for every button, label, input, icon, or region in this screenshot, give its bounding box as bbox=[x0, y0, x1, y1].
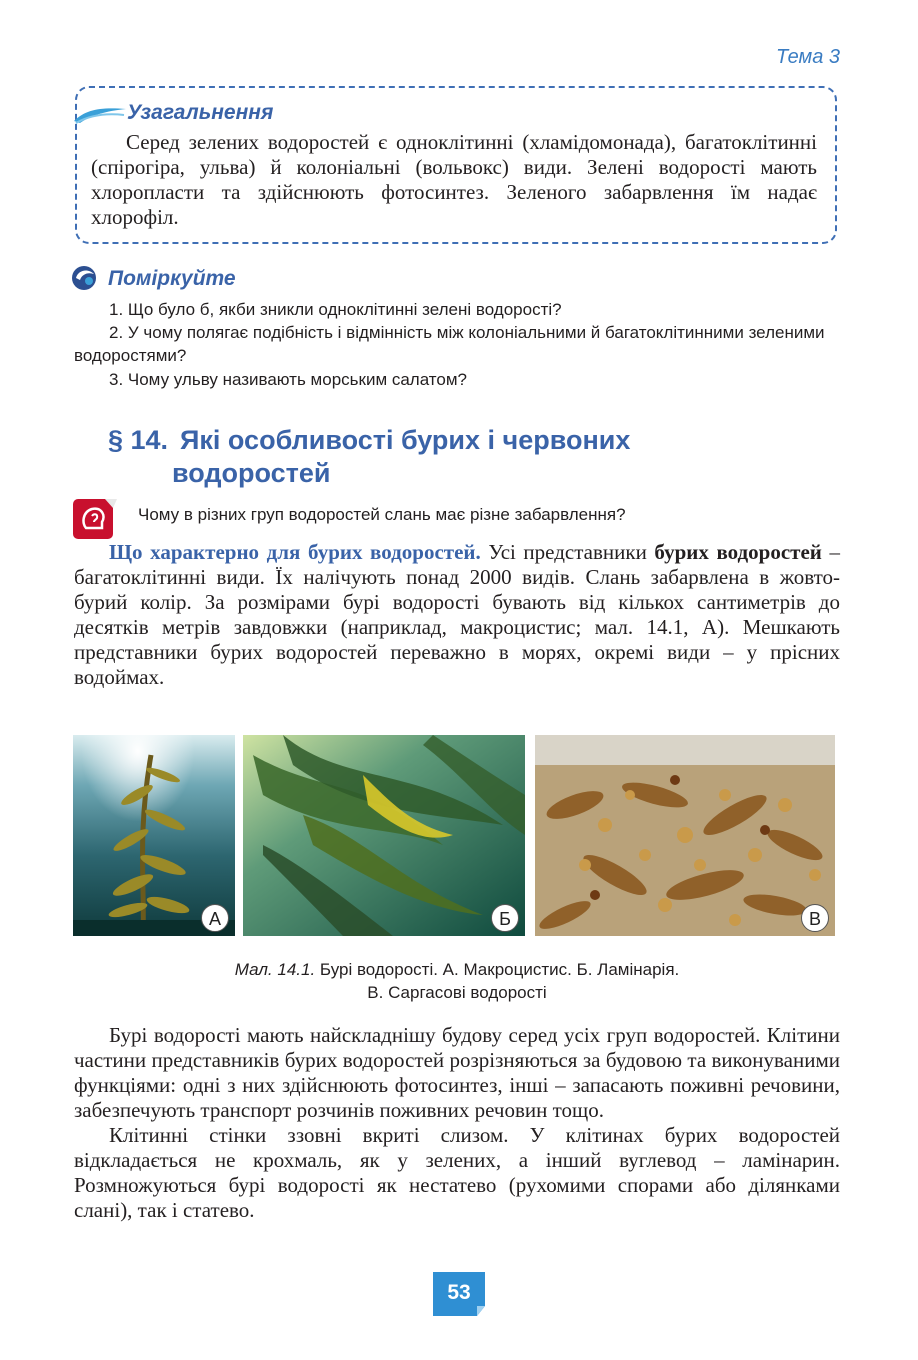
question-head-icon bbox=[72, 496, 118, 540]
photo-label-b: Б bbox=[491, 904, 519, 932]
summary-text bbox=[91, 130, 817, 230]
photo-macrocystis bbox=[73, 735, 235, 936]
paragraph-lead: Що характерно для бурих водоростей. bbox=[109, 540, 481, 564]
think-icon bbox=[70, 264, 100, 292]
photo-label-c: В bbox=[801, 904, 829, 932]
photo-label-a: А bbox=[201, 904, 229, 932]
paragraph-text: – багатоклітинні види. Їх налічують понад 2000 видів. Слань забарвлена в жовто-бурий колір. За розмірами бурі водорості бувають від кількох сантиметрів до десятків метрів завдовжки (наприклад, макроцистис; мал. 14.1, А). Мешкають представники бурих водоростей переважно в морях, окремі види – у прісних водоймах. bbox=[74, 540, 840, 689]
page-number-text: 53 bbox=[447, 1281, 471, 1304]
caption-line1: Бурі водорості. А. Макроцистис. Б. Ламінарія. bbox=[315, 960, 680, 979]
paragraph-text: Усі представники bbox=[480, 540, 655, 564]
section-title-line1: Які особливості бурих і червоних bbox=[180, 425, 631, 455]
term-brown-algae: бурих водоростей bbox=[654, 540, 822, 564]
section-title-line2: водоростей bbox=[172, 458, 331, 488]
think-title: Поміркуйте bbox=[108, 267, 236, 290]
question-2: 2. У чому полягає подібність і відмінність між колоніальними й багатоклітинними зеленими водоростями? bbox=[74, 323, 825, 365]
figure-number: Мал. 14.1. bbox=[234, 960, 316, 979]
theme-label: Тема 3 bbox=[776, 46, 840, 68]
photo-laminaria bbox=[243, 735, 525, 936]
figure-caption bbox=[74, 958, 840, 1004]
paragraph-cell-walls: Клітинні стінки ззовні вкриті слизом. У клітинах бурих водоростей відкладається не крохмаль, як у зелених, а інший вуглевод – ламінарин. Розмножуються бурі водорості як нестатево (рухомими спорами або ділянками слані), так і статево. bbox=[74, 1123, 840, 1222]
wave-icon bbox=[72, 103, 128, 125]
photo-sargassum bbox=[535, 735, 835, 936]
body-paragraphs bbox=[74, 1023, 840, 1223]
intro-question: Чому в різних груп водоростей слань має різне забарвлення? bbox=[138, 505, 626, 524]
section-number: § 14. bbox=[108, 425, 169, 455]
question-1: 1. Що було б, якби зникли одноклітинні зелені водорості? bbox=[109, 300, 562, 319]
caption-line2: В. Саргасові водорості bbox=[367, 983, 547, 1002]
page-number bbox=[433, 1272, 485, 1318]
paragraph-brown-algae bbox=[74, 540, 840, 690]
summary-title: Узагальнення bbox=[127, 101, 274, 124]
paragraph-structure: Бурі водорості мають найскладнішу будову серед усіх груп водоростей. Клітини частини представників бурих водоростей розрізняються за будовою та виконуваними функціями: одні з них здійснюють фотосинтез, інші – запасають поживні речовини, забезпечують транспорт розчинів поживних речовин тощо. bbox=[74, 1023, 840, 1122]
summary-paragraph: Серед зелених водоростей є одноклітинні (хламідомонада), багатоклітинні (спірогіра, ульва) й колоніальні (вольвокс) види. Зелені водорості мають хлоропласти та здійснюють фотосинтез. Зеленого забарвлення їм надає хлорофіл. bbox=[91, 130, 817, 229]
section-title bbox=[108, 424, 630, 490]
question-3: 3. Чому ульву називають морським салатом? bbox=[109, 370, 467, 389]
